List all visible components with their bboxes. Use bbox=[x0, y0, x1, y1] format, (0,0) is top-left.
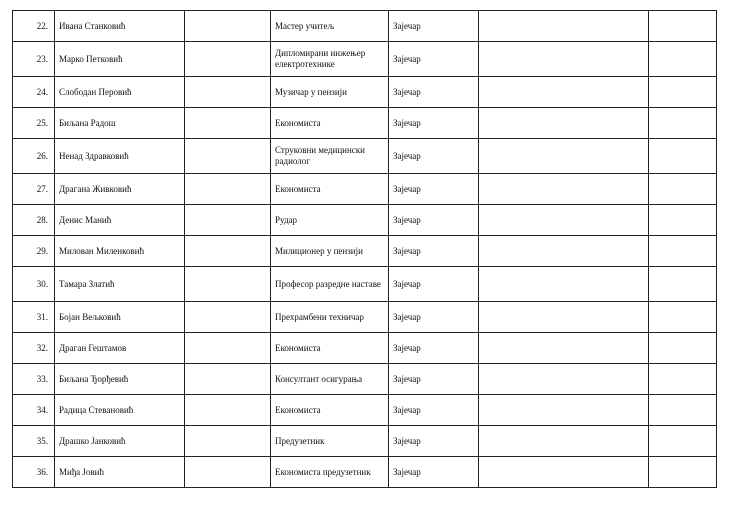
empty-cell bbox=[479, 108, 649, 139]
table-row bbox=[13, 42, 717, 77]
empty-cell bbox=[185, 364, 271, 395]
candidate-table-body bbox=[13, 11, 717, 488]
candidate-occupation: Милиционер у пензији bbox=[271, 236, 389, 267]
candidate-name: Ивана Станковић bbox=[55, 11, 185, 42]
empty-cell bbox=[479, 395, 649, 426]
table-row bbox=[13, 77, 717, 108]
candidate-name: Денис Манић bbox=[55, 205, 185, 236]
empty-cell bbox=[185, 205, 271, 236]
empty-cell bbox=[649, 267, 717, 302]
candidate-occupation: Економиста bbox=[271, 395, 389, 426]
row-number: 22. bbox=[13, 11, 55, 42]
table-row bbox=[13, 205, 717, 236]
row-number: 33. bbox=[13, 364, 55, 395]
candidate-city: Зајечар bbox=[389, 108, 479, 139]
table-row bbox=[13, 174, 717, 205]
candidate-city: Зајечар bbox=[389, 457, 479, 488]
row-number: 28. bbox=[13, 205, 55, 236]
empty-cell bbox=[479, 302, 649, 333]
empty-cell bbox=[649, 108, 717, 139]
empty-cell bbox=[649, 139, 717, 174]
row-number: 36. bbox=[13, 457, 55, 488]
candidate-city: Зајечар bbox=[389, 77, 479, 108]
empty-cell bbox=[649, 457, 717, 488]
empty-cell bbox=[649, 364, 717, 395]
empty-cell bbox=[185, 302, 271, 333]
empty-cell bbox=[479, 267, 649, 302]
table-row bbox=[13, 364, 717, 395]
empty-cell bbox=[649, 174, 717, 205]
candidate-city: Зајечар bbox=[389, 333, 479, 364]
candidate-occupation: Струковни медицински радиолог bbox=[271, 139, 389, 174]
table-row bbox=[13, 267, 717, 302]
empty-cell bbox=[479, 11, 649, 42]
row-number: 24. bbox=[13, 77, 55, 108]
candidate-city: Зајечар bbox=[389, 174, 479, 205]
candidate-occupation: Економиста предузетник bbox=[271, 457, 389, 488]
candidate-occupation: Рудар bbox=[271, 205, 389, 236]
row-number: 30. bbox=[13, 267, 55, 302]
candidate-city: Зајечар bbox=[389, 302, 479, 333]
empty-cell bbox=[649, 302, 717, 333]
candidate-city: Зајечар bbox=[389, 42, 479, 77]
empty-cell bbox=[479, 236, 649, 267]
empty-cell bbox=[479, 77, 649, 108]
row-number: 25. bbox=[13, 108, 55, 139]
empty-cell bbox=[185, 77, 271, 108]
table-row bbox=[13, 236, 717, 267]
row-number: 35. bbox=[13, 426, 55, 457]
candidate-city: Зајечар bbox=[389, 395, 479, 426]
empty-cell bbox=[185, 333, 271, 364]
empty-cell bbox=[649, 395, 717, 426]
empty-cell bbox=[649, 333, 717, 364]
row-number: 31. bbox=[13, 302, 55, 333]
empty-cell bbox=[479, 42, 649, 77]
table-row bbox=[13, 395, 717, 426]
empty-cell bbox=[185, 236, 271, 267]
candidate-city: Зајечар bbox=[389, 205, 479, 236]
table-row bbox=[13, 457, 717, 488]
empty-cell bbox=[185, 395, 271, 426]
candidate-name: Драшко Јанковић bbox=[55, 426, 185, 457]
empty-cell bbox=[649, 426, 717, 457]
candidate-name: Марко Петковић bbox=[55, 42, 185, 77]
candidate-name: Драгана Живковић bbox=[55, 174, 185, 205]
candidate-occupation: Економиста bbox=[271, 108, 389, 139]
row-number: 26. bbox=[13, 139, 55, 174]
empty-cell bbox=[649, 11, 717, 42]
candidate-city: Зајечар bbox=[389, 236, 479, 267]
candidate-occupation: Мастер учитељ bbox=[271, 11, 389, 42]
candidate-occupation: Економиста bbox=[271, 333, 389, 364]
empty-cell bbox=[479, 364, 649, 395]
candidate-table bbox=[12, 10, 717, 488]
empty-cell bbox=[185, 108, 271, 139]
empty-cell bbox=[649, 205, 717, 236]
candidate-occupation: Прехрамбени техничар bbox=[271, 302, 389, 333]
empty-cell bbox=[185, 174, 271, 205]
candidate-occupation: Предузетник bbox=[271, 426, 389, 457]
empty-cell bbox=[185, 426, 271, 457]
candidate-name: Миђа Јовић bbox=[55, 457, 185, 488]
empty-cell bbox=[185, 11, 271, 42]
candidate-occupation: Професор разредне наставе bbox=[271, 267, 389, 302]
row-number: 29. bbox=[13, 236, 55, 267]
empty-cell bbox=[649, 77, 717, 108]
empty-cell bbox=[185, 267, 271, 302]
table-row bbox=[13, 302, 717, 333]
candidate-occupation: Музичар у пензији bbox=[271, 77, 389, 108]
table-row bbox=[13, 11, 717, 42]
candidate-name: Ненад Здравковић bbox=[55, 139, 185, 174]
candidate-name: Биљана Ђорђевић bbox=[55, 364, 185, 395]
empty-cell bbox=[479, 139, 649, 174]
empty-cell bbox=[479, 333, 649, 364]
candidate-occupation: Дипломирани инжењер електротехнике bbox=[271, 42, 389, 77]
candidate-city: Зајечар bbox=[389, 11, 479, 42]
table-row bbox=[13, 139, 717, 174]
table-row bbox=[13, 108, 717, 139]
empty-cell bbox=[479, 457, 649, 488]
candidate-name: Бојан Вељковић bbox=[55, 302, 185, 333]
candidate-city: Зајечар bbox=[389, 364, 479, 395]
empty-cell bbox=[649, 236, 717, 267]
candidate-occupation: Економиста bbox=[271, 174, 389, 205]
candidate-name: Радица Стевановић bbox=[55, 395, 185, 426]
empty-cell bbox=[185, 42, 271, 77]
candidate-name: Слободан Перовић bbox=[55, 77, 185, 108]
candidate-occupation: Консултант осигурања bbox=[271, 364, 389, 395]
row-number: 27. bbox=[13, 174, 55, 205]
empty-cell bbox=[185, 139, 271, 174]
empty-cell bbox=[479, 174, 649, 205]
candidate-name: Драган Гештамов bbox=[55, 333, 185, 364]
empty-cell bbox=[649, 42, 717, 77]
empty-cell bbox=[479, 426, 649, 457]
candidate-city: Зајечар bbox=[389, 139, 479, 174]
row-number: 34. bbox=[13, 395, 55, 426]
table-row bbox=[13, 333, 717, 364]
empty-cell bbox=[479, 205, 649, 236]
candidate-city: Зајечар bbox=[389, 426, 479, 457]
candidate-name: Милован Миленковић bbox=[55, 236, 185, 267]
candidate-name: Биљана Радош bbox=[55, 108, 185, 139]
table-row bbox=[13, 426, 717, 457]
candidate-name: Тамара Златић bbox=[55, 267, 185, 302]
row-number: 23. bbox=[13, 42, 55, 77]
row-number: 32. bbox=[13, 333, 55, 364]
candidate-city: Зајечар bbox=[389, 267, 479, 302]
empty-cell bbox=[185, 457, 271, 488]
